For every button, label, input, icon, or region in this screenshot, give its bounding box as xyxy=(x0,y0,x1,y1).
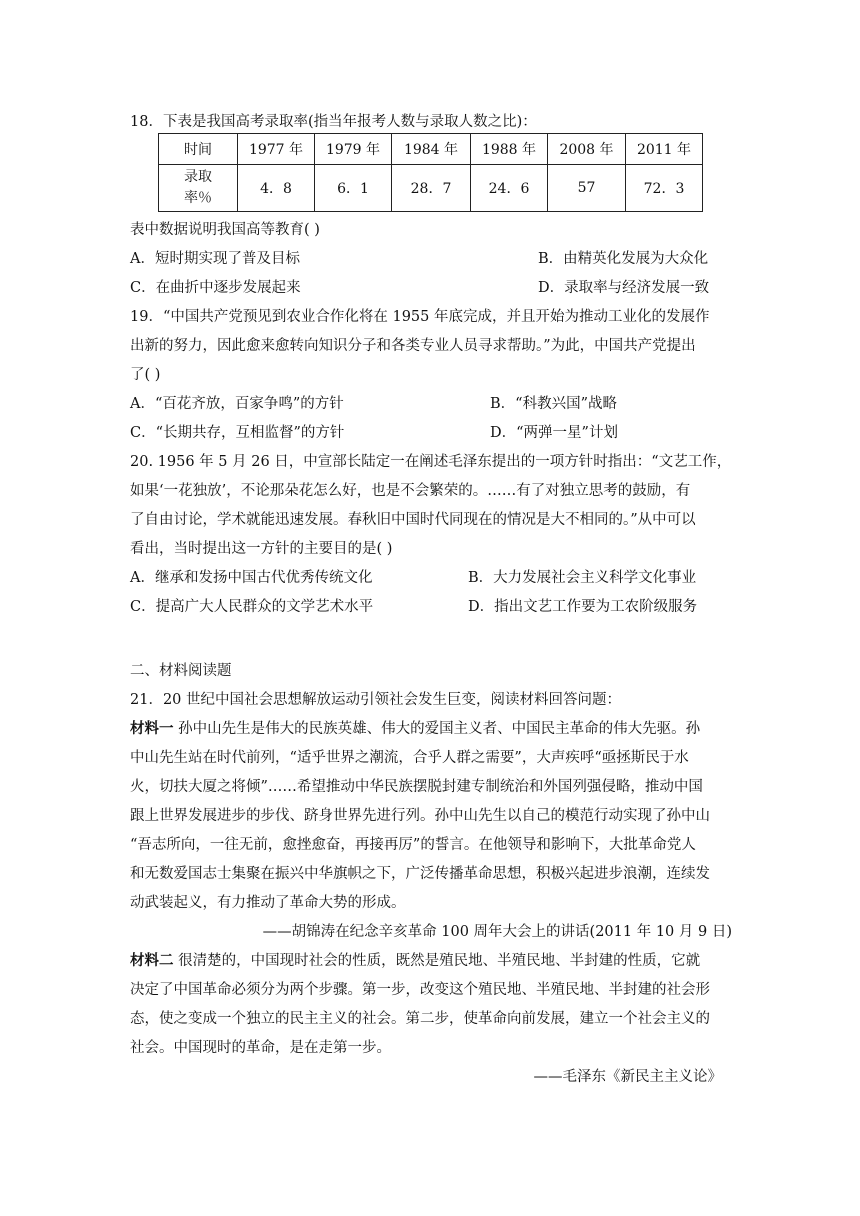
table-cell: 4．8 xyxy=(238,165,315,212)
row-label-cell xyxy=(159,165,238,212)
q18-option-b: B．由精英化发展为大众化 xyxy=(538,251,709,267)
table-cell: 24．6 xyxy=(471,165,548,212)
material-1-line: 跟上世界发展进步的步伐、跻身世界先进行列。孙中山先生以自己的模范行动实现了孙中山 xyxy=(130,808,710,824)
q20-option-d: D．指出文艺工作要为工农阶级服务 xyxy=(468,599,698,615)
table-header-cell: 1984 年 xyxy=(392,134,471,165)
material-1-label: 材料一 xyxy=(130,720,174,737)
material-2-line-1 xyxy=(130,951,700,971)
q19-line-3: 了( ) xyxy=(130,367,161,383)
q20-line-1: 20. 1956 年 5 月 26 日，中宣部长陆定一在阐述毛泽东提出的一项方针时指出：“文艺工作， xyxy=(130,454,732,470)
q20-line-2: 如果‘一花独放’，不论那朵花怎么好，也是不会繁荣的。……有了对独立思考的鼓励，有 xyxy=(130,483,691,499)
material-1-line: “吾志所向，一往无前，愈挫愈奋，再接再厉”的誓言。在他领导和影响下，大批革命党人 xyxy=(130,837,696,853)
row-label-line-1: 录取 xyxy=(184,169,212,185)
material-1-line: 动武装起义，有力推动了革命大势的形成。 xyxy=(130,895,406,911)
admission-rate-table xyxy=(158,133,703,212)
table-header-cell: 1977 年 xyxy=(238,134,315,165)
table-cell: 6．1 xyxy=(315,165,392,212)
q18-option-d: D．录取率与经济发展一致 xyxy=(538,280,710,296)
table-header-cell: 2008 年 xyxy=(548,134,626,165)
material-1-line-1 xyxy=(130,719,700,739)
table-header-cell: 1988 年 xyxy=(471,134,548,165)
q18-question: 表中数据说明我国高等教育( ) xyxy=(130,222,320,238)
table-header-cell: 时间 xyxy=(159,134,238,165)
q18-option-a: A．短时期实现了普及目标 xyxy=(130,251,300,267)
section-heading: 二、材料阅读题 xyxy=(130,663,232,679)
table-header-cell: 2011 年 xyxy=(626,134,703,165)
table-cell: 57 xyxy=(548,165,626,212)
q19-option-d: D．“两弹一星”计划 xyxy=(490,425,618,441)
row-label-line-2: 率％ xyxy=(184,190,212,206)
q19-option-c: C．“长期共存，互相监督”的方针 xyxy=(130,425,345,441)
q20-option-c: C．提高广大人民群众的文学艺术水平 xyxy=(130,599,374,615)
material-2-line: 决定了中国革命必须分为两个步骤。第一步，改变这个殖民地、半殖民地、半封建的社会形 xyxy=(130,982,710,998)
table-cell: 72．3 xyxy=(626,165,703,212)
material-2-label: 材料二 xyxy=(130,952,174,969)
table-row xyxy=(159,165,703,212)
material-1-line: 和无数爱国志士集聚在振兴中华旗帜之下，广泛传播革命思想，积极兴起进步浪潮，连续发 xyxy=(130,866,710,882)
material-2-line: 态，使之变成一个独立的民主主义的社会。第二步，使革命向前发展，建立一个社会主义的 xyxy=(130,1011,710,1027)
q20-option-a: A．继承和发扬中国古代优秀传统文化 xyxy=(130,570,373,586)
material-2-source: ——毛泽东《新民主主义论》 xyxy=(533,1069,722,1085)
q19-option-b: B．“科教兴国”战略 xyxy=(490,396,617,412)
material-1-line: 火，切扶大厦之将倾”……希望推动中华民族摆脱封建专制统治和外国列强侵略，推动中国 xyxy=(130,779,703,795)
q19-line-1: 19．“中国共产党预见到农业合作化将在 1955 年底完成，并且开始为推动工业化的发展作 xyxy=(130,309,710,325)
q21-stem: 21．20 世纪中国社会思想解放运动引领社会发生巨变，阅读材料回答问题： xyxy=(130,692,622,708)
q19-line-2: 出新的努力，因此愈来愈转向知识分子和各类专业人员寻求帮助。”为此，中国共产党提出 xyxy=(130,338,696,354)
material-2-text: 很清楚的，中国现时社会的性质，既然是殖民地、半殖民地、半封建的性质，它就 xyxy=(173,953,701,969)
table-cell: 28．7 xyxy=(392,165,471,212)
q20-line-3: 了自由讨论，学术就能迅速发展。春秋旧中国时代同现在的情况是大不相同的。”从中可以 xyxy=(130,512,696,528)
q18-stem: 18．下表是我国高考录取率(指当年报考人数与录取人数之比)： xyxy=(130,114,537,130)
q20-option-b: B．大力发展社会主义科学文化事业 xyxy=(468,570,697,586)
material-2-line: 社会。中国现时的革命，是在走第一步。 xyxy=(130,1040,391,1056)
material-1-line: 中山先生站在时代前列，“适乎世界之潮流，合乎人群之需要”，大声疾呼“亟拯斯民于水 xyxy=(130,750,689,766)
q20-line-4: 看出，当时提出这一方针的主要目的是( ) xyxy=(130,541,393,557)
material-1-source: ——胡锦涛在纪念辛亥革命 100 周年大会上的讲话(2011 年 10 月 9 日) xyxy=(262,924,732,940)
table-header-cell: 1979 年 xyxy=(315,134,392,165)
material-1-text: 孙中山先生是伟大的民族英雄、伟大的爱国主义者、中国民主革命的伟大先驱。孙 xyxy=(173,721,701,737)
q18-option-c: C．在曲折中逐步发展起来 xyxy=(130,280,301,296)
table-header-row xyxy=(159,134,703,165)
q19-option-a: A．“百花齐放，百家争鸣”的方针 xyxy=(130,396,344,412)
